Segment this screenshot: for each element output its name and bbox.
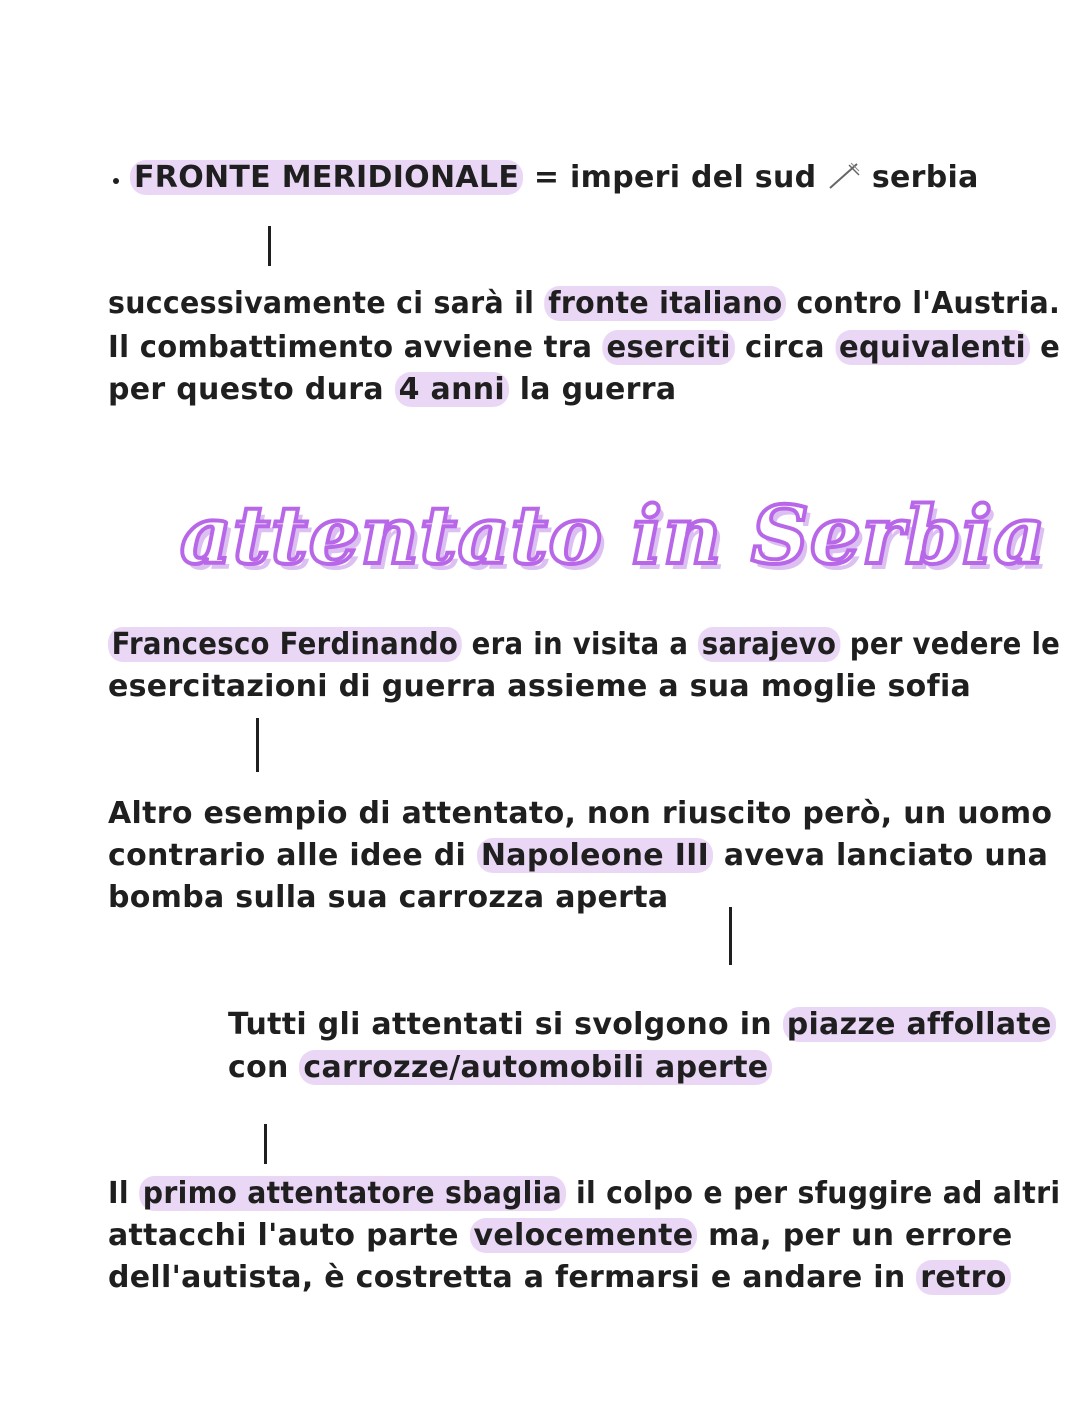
highlight-sarajevo: sarajevo	[698, 627, 840, 662]
southern-front-line	[130, 160, 979, 195]
text-line	[228, 1050, 772, 1085]
text-fragment: circa	[734, 330, 836, 365]
text-line	[108, 1218, 1013, 1253]
text-line	[108, 669, 971, 704]
text-line	[108, 1260, 1011, 1295]
highlight-four-years: 4 anni	[395, 372, 509, 407]
highlight-equivalent: equivalenti	[835, 330, 1030, 365]
highlight-franz-ferdinand: Francesco Ferdinando	[108, 627, 462, 662]
text-fragment: attacchi l'auto parte	[108, 1218, 470, 1253]
text-line	[108, 880, 668, 915]
text-fragment: contro l'Austria.	[786, 286, 1061, 321]
connector-line	[256, 718, 259, 772]
crossed-swords-icon	[827, 161, 861, 191]
text-fragment: Tutti gli attentati si svolgono in	[228, 1007, 783, 1042]
text-fragment: bomba sulla sua carrozza aperta	[108, 880, 669, 915]
southern-front-term: FRONTE MERIDIONALE	[130, 160, 523, 195]
text-fragment: dell'autista, è costretta a fermarsi e andare in	[108, 1260, 917, 1295]
highlight-armies: eserciti	[603, 330, 735, 365]
text-fragment: Il	[108, 1176, 139, 1211]
text-fragment: per vedere le	[839, 627, 1061, 662]
text-line	[108, 330, 1060, 365]
bullet-point	[113, 178, 119, 184]
text-fragment: era in visita a	[461, 627, 699, 662]
text-line	[108, 796, 1052, 831]
connector-line	[264, 1124, 267, 1164]
text-fragment: la guerra	[508, 372, 677, 407]
text-fragment: successivamente ci sarà il	[108, 286, 545, 321]
southern-front-definition: = imperi del sud	[523, 160, 828, 195]
highlight-crowded-squares: piazze affollate	[783, 1007, 1056, 1042]
text-fragment: Altro esempio di attentato, non riuscito però, un uomo	[108, 796, 1053, 831]
highlight-italian-front: fronte italiano	[544, 286, 786, 321]
highlight-napoleon: Napoleone III	[477, 838, 713, 873]
connector-line	[268, 226, 271, 266]
text-line	[108, 1176, 1060, 1211]
text-fragment: esercitazioni di guerra assieme a sua moglie sofia	[108, 669, 972, 704]
highlight-first-attacker: primo attentatore sbaglia	[139, 1176, 566, 1211]
text-line	[228, 1007, 1056, 1042]
text-line	[108, 838, 1048, 873]
text-fragment: contrario alle idee di	[108, 838, 477, 873]
text-fragment: e	[1029, 330, 1061, 365]
text-fragment: per questo dura	[108, 372, 395, 407]
connector-line	[729, 907, 732, 965]
southern-front-opponent: serbia	[861, 160, 979, 195]
text-fragment: ma, per un errore	[697, 1218, 1013, 1253]
highlight-reverse: retro	[916, 1260, 1010, 1295]
section-title: attentato in Serbia	[180, 488, 1047, 582]
text-fragment: aveva lanciato una	[713, 838, 1049, 873]
text-line	[108, 627, 1060, 662]
text-fragment: Il combattimento avviene tra	[108, 330, 603, 365]
highlight-open-carriages: carrozze/automobili aperte	[299, 1050, 772, 1085]
highlight-quickly: velocemente	[470, 1218, 698, 1253]
text-line	[108, 286, 1060, 321]
text-line	[108, 372, 676, 407]
text-fragment: il colpo e per sfuggire ad altri	[565, 1176, 1061, 1211]
text-fragment: con	[228, 1050, 300, 1085]
